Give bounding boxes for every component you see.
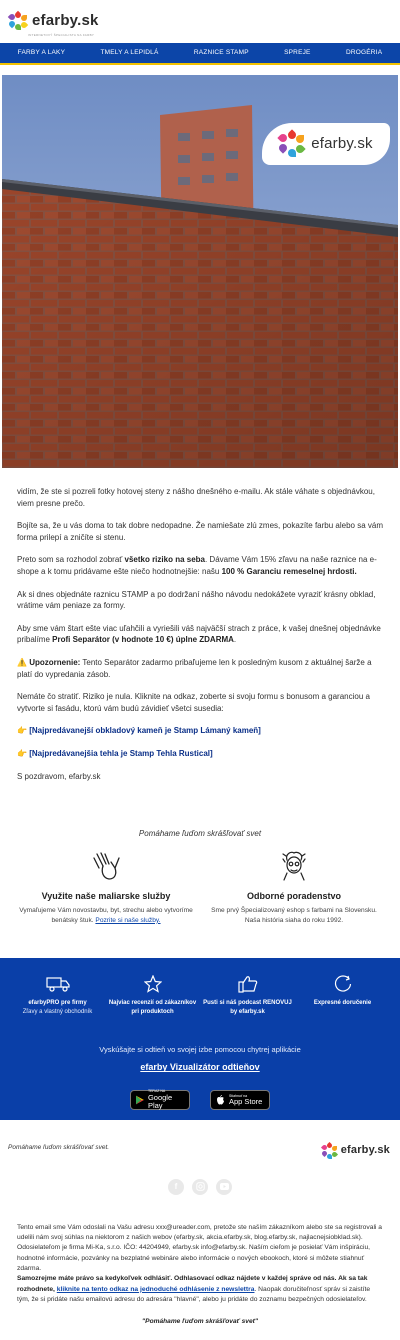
app-store-badges (0, 1090, 400, 1110)
footer-logo[interactable] (322, 1143, 390, 1159)
brand-name: efarby.sk (32, 12, 99, 30)
services-section (0, 840, 400, 926)
paragraph: vidím, že ste si pozreli fotky hotovej steny z nášho dnešného e-mailu. Ak stále váhate s objednávkou, viem presne prečo. (17, 487, 375, 508)
feature-item[interactable] (108, 972, 198, 1017)
brand-logo[interactable] (9, 6, 391, 36)
google-play-icon (136, 1095, 144, 1105)
nav-farby-a-laky[interactable]: FARBY A LAKY (17, 49, 66, 57)
product-link-row (17, 725, 383, 737)
painter-hand-icon (16, 850, 196, 882)
google-play-badge[interactable]: TERAZ NA Google Play (130, 1090, 190, 1110)
app-store-badge[interactable]: Stiahnuť na App Store (210, 1090, 270, 1110)
feature-title: efarbyPRO pre firmy (28, 999, 87, 1006)
service-text: Vymaľujeme Vám novostavbu, byt, strechu alebo vytvoríme benátsky štuk. Pozrite si naše služby. (19, 906, 193, 924)
unsubscribe-link[interactable]: kliknite na tento odkaz na jednoduché odhlásenie z newslettra (56, 1285, 255, 1293)
visualizer-text: Vyskúšajte si odtieň vo svojej izbe pomocou chytrej aplikácie (99, 1044, 301, 1054)
feature-title: Pusti si náš podcast RENOVUJ by efarby.sk (203, 999, 292, 1015)
product-link-row (17, 748, 383, 760)
hero-logo (262, 123, 390, 165)
brand-subtitle: INTERNETOVÝ ŠPECIALISTA NA FARBY (28, 33, 95, 37)
email-content (0, 468, 400, 782)
legal-text (0, 1195, 400, 1327)
link-lamany-kamen[interactable]: [Najpredávanejší obkladový kameň je Stamp Lámaný kameň] (29, 726, 261, 736)
nav-drogeria[interactable]: DROGÉRIA (345, 49, 383, 57)
paragraph: Bojíte sa, že u vás doma to tak dobre nedopadne. Že namiešate zlú zmes, pokazíte farbu alebo sa vám forma prilepí a zničíte si stenu. (17, 521, 383, 542)
nav-tmely-a-lepidla[interactable]: TMELY A LEPIDLÁ (100, 49, 159, 57)
logo-drops-icon (9, 12, 27, 30)
link-tehla-rustical[interactable]: [Najpredávanejšia tehla je Stamp Tehla Rustical] (29, 748, 213, 758)
visualizer-link[interactable]: efarby Vizualizátor odtieňov (140, 1062, 260, 1073)
service-title: Využite naše maliarske služby (41, 890, 171, 901)
paragraph: Nemáte čo stratiť. Riziko je nula. Kliknite na odkaz, zoberte si svoju formu s bonusom a garanciou a vytvorte si fasádu, ktorú vám budú závidieť všetci susedia: (17, 692, 370, 713)
feature-title: Najviac recenzií od zákazníkov pri produktoch (108, 999, 197, 1015)
social-links (0, 1179, 400, 1195)
truck-icon (13, 972, 103, 996)
instagram-icon[interactable] (192, 1179, 208, 1195)
header (0, 0, 400, 42)
legal-paragraph: Tento email sme Vám odoslali na Vašu adresu xxx@ureader.com, pretože ste naším zákazníkom alebo ste sa registrovali a udelili nám svoj súhlas na niektorom z našich webov (efarby.sk, akcia.efarby.sk, blog.efarby.sk, najlacnejsiobklad.sk). Odosielateľom je firma Mi-Ka, s.r.o. IČO: 44204949, efarby.sk info@efarby.sk. Naším cieľom je posielať Vám inšpiráciu, hodnotné informácie, pozvánky na bezplatné webináre alebo informácie o nových ebookoch, ktoré si môžete stiahnuť zdarma. (17, 1223, 382, 1273)
tagline: Pomáhame ľuďom skrášľovať svet (138, 829, 262, 839)
services-link[interactable]: Pozrite si naše služby. (95, 916, 161, 924)
pointing-hand-icon: 👉 (17, 726, 27, 736)
youtube-icon[interactable] (216, 1179, 232, 1195)
feature-item[interactable] (13, 972, 103, 1017)
service-title: Odborné poradenstvo (246, 890, 341, 901)
footer-top (0, 1120, 400, 1172)
star-icon (108, 972, 198, 996)
hero-logo-text: efarby.sk (311, 135, 373, 153)
main-nav (0, 43, 400, 65)
warning-paragraph: ⚠️ Upozornenie: Tento Separátor zadarmo pribaľujeme len k posledným kusom z aktuálnej šarže a platí do vypredania zásob. (17, 657, 372, 679)
benefits-band (0, 958, 400, 1120)
logo-drops-icon (322, 1143, 338, 1159)
feature-list (0, 972, 400, 1017)
clock-24-icon (298, 972, 388, 996)
facebook-icon[interactable]: f (168, 1179, 184, 1195)
nav-raznice-stamp[interactable]: RAZNICE STAMP (193, 49, 249, 57)
feature-item[interactable] (298, 972, 388, 1017)
hero-image[interactable] (2, 75, 398, 468)
legal-paragraph: Samozrejme máte právo sa kedykoľvek odhlásiť. Odhlasovací odkaz nájdete v každej správe od nás. Ak sa tak rozhodnete, kliknite na tento odkaz na jednoduché odhlásenie z newslettra. Naopak doručiteľnosť správ si zaistíte tým, že si pridáte našu emailovú adresu do adresára "hlavné", alebo ju pridáte do zoznamu bezpečných odosielateľov. (17, 1275, 371, 1304)
paragraph: Aby sme vám štart ešte viac uľahčili a vyriešili váš najväčší strach z práce, k vašej dnešnej objednávke pribalíme Profi Separátor (v hodnote 10 €) úplne ZDARMA. (17, 623, 381, 645)
service-painting (12, 850, 200, 926)
feature-sub: Zľavy a vlastný obchodník (22, 1008, 93, 1015)
service-text: Sme prvý Špecializovaný eshop s farbami na Slovensku. Naša história siaha do roku 1992. (211, 906, 377, 924)
pointing-hand-icon: 👉 (17, 748, 27, 758)
footer-brand-name: efarby.sk (340, 1143, 390, 1156)
logo-drops-icon (279, 131, 305, 157)
expert-face-icon (204, 850, 384, 882)
feature-item[interactable] (203, 972, 293, 1017)
thumbs-up-icon (203, 972, 293, 996)
feature-title: Expresné doručenie (313, 999, 372, 1006)
paragraph: Preto som sa rozhodol zobrať všetko riziko na seba. Dávame Vám 15% zľavu na naše raznice na e-shope a k tomu pridávame ešte niečo hodnotnejšie: našu 100 % Garanciu remeselnej hrdosti. (17, 555, 377, 576)
final-tagline: "Pomáhame ľuďom skrášľovať svet" (142, 1317, 258, 1325)
footer-tagline: Pomáhame ľuďom skrášľovať svet. (8, 1143, 110, 1151)
paragraph: Ak si dnes objednáte raznicu STAMP a po dodržaní nášho návodu nedokážete vyraziť krásny obklad, vrátime vám peniaze za formy. (17, 589, 376, 611)
service-advice (200, 850, 388, 926)
warning-icon: ⚠️ (17, 657, 27, 667)
signoff: S pozdravom, efarby.sk (17, 771, 101, 781)
nav-spreje[interactable]: SPREJE (284, 49, 311, 57)
apple-icon (216, 1095, 225, 1105)
